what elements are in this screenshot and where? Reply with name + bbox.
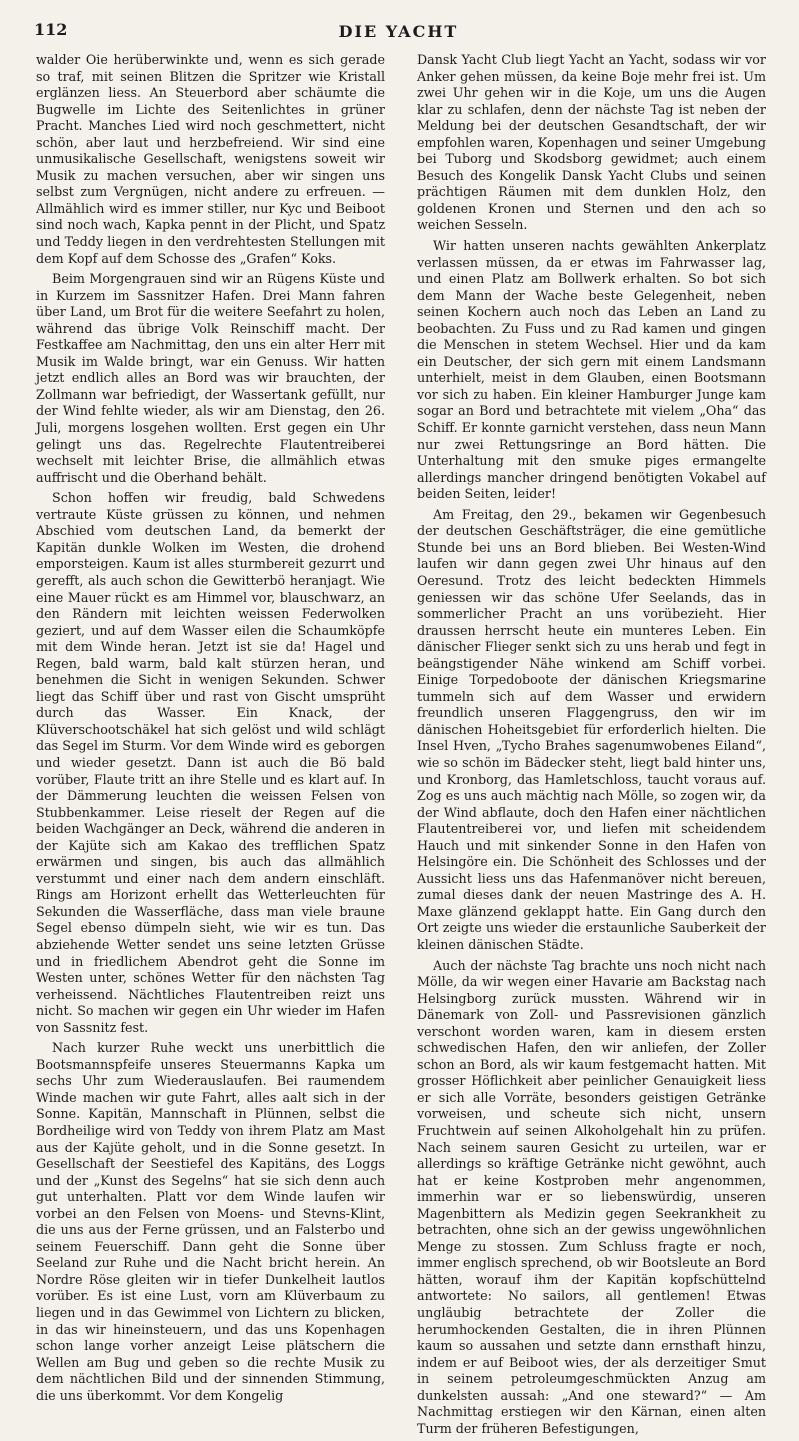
paragraph: walder Oie herüberwinkte und, wenn es sich gerade so traf, mit seinen Blitzen die Spritzer wie Kristall erglänzen liess. An Steuerbord aber schäumte die Bugwelle im Lichte des Seitenlichtes in grüner Pracht. Manches Lied wird noch geschmettert, nicht schön, aber laut und herzbefreiend. Wir sind eine unmusikalische Gesellschaft, wenigstens soweit wir Musik zu machen versuchen, aber wir singen uns selbst zum Vergnügen, nicht andere zu erfreuen. — Allmählich wird es immer stiller, nur Kyc und Beiboot sind noch wach, Kapka pennt in der Plicht, und Spatz und Teddy liegen in den verdrehtesten Stellungen mit dem Kopf auf dem Schosse des „Grafen“ Koks. (36, 52, 385, 266)
paragraph: Nach kurzer Ruhe weckt uns unerbittlich die Bootsmannspfeife unseres Steuermanns Kapka um sechs Uhr zum Wiederauslaufen. Bei raumendem Winde machen wir gute Fahrt, alles aalt sich in der Sonne. Kapitän, Mannschaft in Plünnen, selbst die Bordheilige wird von Teddy von ihrem Platz am Mast aus der Kajüte geholt, und in die Sonne gesetzt. In Gesellschaft der Seestiefel des Kapitäns, des Loggs und der „Kunst des Segelns“ hat sie sich denn auch gut unterhalten. Platt vor dem Winde laufen wir vorbei an den Felsen von Moens- und Stevns-Klint, die uns aus der Ferne grüssen, und an Falsterbo und seinem Feuerschiff. Dann geht die Sonne über Seeland zur Ruhe und die Nacht bricht herein. An Nordre Röse gleiten wir in tiefer Dunkelheit lautlos vorüber. Es ist eine Lust, vorn am Klüverbaum zu liegen und in das Gewimmel von Lichtern zu blicken, in das wir hineinsteuern, und das uns Kopenhagen schon lange vorher anzeigt Leise plätschern die Wellen am Bug und geben so die rechte Musik zu dem nächtlichen Bild und der sinnenden Stimmung, die uns überkommt. Vor dem Kongelig (36, 1040, 385, 1403)
right-column (417, 52, 766, 1441)
text-columns (36, 52, 766, 1436)
paragraph: Auch der nächste Tag brachte uns noch nicht nach Mölle, da wir wegen einer Havarie am Backstag nach Helsingborg zurück mussten. Während wir in Dänemark von Zoll- und Passrevisionen gänzlich verschont worden waren, kam in diesem ersten schwedischen Hafen, den wir anliefen, der Zoller schon an Bord, als wir kaum festgemacht hatten. Mit grosser Höflichkeit aber peinlicher Genauigkeit liess er sich alle Vorräte, besonders geistigen Getränke vorweisen, und scheute sich nicht, unsern Fruchtwein auf seinen Alkoholgehalt hin zu prüfen. Nach seinem sauren Gesicht zu urteilen, war er allerdings so kräftige Getränke nicht gewöhnt, auch hat er keine Kostproben mehr angenommen, immerhin war er so liebenswürdig, unseren Magenbittern als Medizin gegen Seekrankheit zu betrachten, ohne sich an der gewiss ungewöhnlichen Menge zu stossen. Zum Schluss fragte er noch, immer englisch sprechend, ob wir Bootsleute an Bord hätten, worauf ihm der Kapitän kopfschüttelnd antwortete: No sailors, all gentlemen! Etwas ungläubig betrachtete der Zoller die herumhockenden Gestalten, die in ihren Plünnen kaum so aussahen und setzte dann ernsthaft hinzu, indem er auf Beiboot wies, der als derzeitiger Smut in seinem petroleumgeschmückten Anzug am dunkelsten aussah: „And one steward?“ — Am Nachmittag erstiegen wir den Kärnan, einen alten Turm der früheren Befestigungen, (417, 957, 766, 1436)
paragraph: Beim Morgengrauen sind wir an Rügens Küste und in Kurzem im Sassnitzer Hafen. Drei Mann fahren über Land, um Brot für die weitere Seefahrt zu holen, während das übrige Volk Reinschiff macht. Der Festkaffee am Nachmittag, den uns ein alter Herr mit Musik im Walde bringt, war ein Genuss. Wir hatten jetzt endlich alles an Bord was wir brauchten, der Zollmann war befriedigt, der Wassertank gefüllt, nur der Wind fehlte wieder, als wir am Dienstag, den 26. Juli, morgens losgehen wollten. Erst gegen ein Uhr gelingt uns das. Regelrechte Flautentreiberei wechselt mit leichter Brise, die allmählich etwas auffrischt und die Oberhand behält. (36, 271, 385, 485)
left-column (36, 52, 385, 1408)
page-number: 112 (34, 20, 68, 39)
paragraph: Dansk Yacht Club liegt Yacht an Yacht, sodass wir vor Anker gehen müssen, da keine Boje mehr frei ist. Um zwei Uhr gehen wir in die Koje, um uns die Augen klar zu schlafen, denn der nächste Tag ist neben der Meldung bei der deutschen Gesandtschaft, der wir empfohlen waren, Kopenhagen und seiner Umgebung bei Tuborg und Skodsborg gewidmet; auch einem Besuch des Kongelik Dansk Yacht Clubs und seinen prächtigen Räumen mit dem dunklen Holz, den goldenen Kronen und Sternen und den ach so weichen Sesseln. (417, 52, 766, 233)
page-header (34, 18, 763, 40)
paragraph: Schon hoffen wir freudig, bald Schwedens vertraute Küste grüssen zu können, und nehmen Abschied vom deutschen Land, da bemerkt der Kapitän dunkle Wolken im Westen, die drohend emporsteigen. Kaum ist alles sturmbereit gezurrt und gerefft, als auch schon die Gewitterbö heranjagt. Wie eine Mauer rückt es am Himmel vor, blauschwarz, an den Rändern mit leichten weissen Federwolken geziert, und auf dem Wasser eilen die Schaumköpfe mit dem Winde heran. Jetzt ist sie da! Hagel und Regen, bald warm, bald kalt stürzen heran, und benehmen die Sicht in wenigen Sekunden. Schwer liegt das Schiff über und rast von Gischt umsprüht durch das Wasser. Ein Knack, der Klüverschootschäkel hat sich gelöst und wild schlägt das Segel im Sturm. Vor dem Winde wird es geborgen und wieder gesetzt. Dann ist auch die Bö bald vorüber, Flaute tritt an ihre Stelle und es klart auf. In der Dämmerung leuchten die weissen Felsen von Stubbenkammer. Leise rieselt der Regen auf die beiden Wachgänger an Deck, während die anderen in der Kajüte sich am Kakao des trefflichen Spatz erwärmen und singen, bis auch das allmählich verstummt und einer nach dem andern einschläft. Rings am Horizont erhellt das Wetterleuchten für Sekunden die Wasserfläche, dass man viele braune Segel ebenso dümpeln sieht, wie wir es tun. Das abziehende Wetter sendet uns seine letzten Grüsse und in friedlichem Abendrot geht die Sonne im Westen unter, schönes Wetter für den nächsten Tag verheissend. Nächtliches Flautentreiben reizt uns nicht. So machen wir gegen ein Uhr wieder im Hafen von Sassnitz fest. (36, 490, 385, 1035)
paragraph: Am Freitag, den 29., bekamen wir Gegenbesuch der deutschen Geschäftsträger, die eine gemütliche Stunde bei uns an Bord blieben. Bei Westen-Wind laufen wir dann gegen zwei Uhr hinaus auf den Oeresund. Trotz des leicht bedeckten Himmels geniessen wir das schöne Ufer Seelands, das in sommerlicher Pracht an uns vorübezieht. Hier draussen herrscht heute ein munteres Leben. Ein dänischer Flieger senkt sich zu uns herab und fegt in beängstigender Nähe winkend am Schiff vorbei. Einige Torpedoboote der dänischen Kriegsmarine tummeln sich auf dem Wasser und erwidern freundlich unseren Flaggengruss, den wir im dänischen Hoheitsgebiet für erforderlich hielten. Die Insel Hven, „Tycho Brahes sagenumwobenes Eiland“, wie so schön im Bädecker steht, liegt bald hinter uns, und Kronborg, das Hamletschloss, taucht voraus auf. Zog es uns auch mächtig nach Mölle, so zogen wir, da der Wind abflaute, doch den Hafen einer nächtlichen Flautentreiberei vor, und liefen mit scheidendem Hauch und mit sinkender Sonne in den Hafen von Helsingöre ein. Die Schönheit des Schlosses und der Aussicht liess uns das Hafenmanöver nicht bereuen, zumal dieses dank der neuen Mastringe des A. H. Maxe glänzend geklappt hatte. Ein Gang durch den Ort zeigte uns wieder die erstaunliche Sauberkeit der kleinen dänischen Städte. (417, 506, 766, 952)
paragraph: Wir hatten unseren nachts gewählten Ankerplatz verlassen müssen, da er etwas im Fahrwasser lag, und einen Platz am Bollwerk erhalten. So bot sich dem Mann der Wache beste Gelegenheit, neben seinen Kochern auch noch das Leben an Land zu beobachten. Zu Fuss und zu Rad kamen und gingen die Menschen in stetem Wechsel. Hier und da kam ein Deutscher, der sich gern mit einem Landsmann unterhielt, meist in dem Glauben, einen Bootsmann vor sich zu haben. Ein kleiner Hamburger Junge kam sogar an Bord und betrachtete mit vielem „Oha“ das Schiff. Er konnte garnicht verstehen, dass neun Mann nur zwei Rettungsringe an Bord hätten. Die Unterhaltung mit den smuke piges ermangelte allerdings mancher dringend benötigten Vokabel auf beiden Seiten, leider! (417, 238, 766, 502)
running-title: DIE YACHT (338, 22, 459, 41)
